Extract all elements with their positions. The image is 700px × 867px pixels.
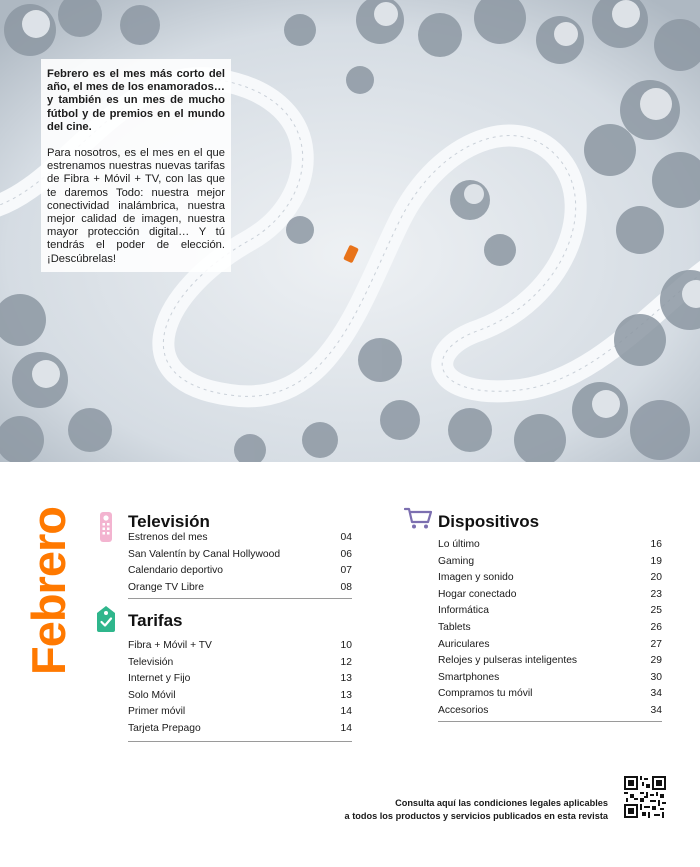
toc-item-label: Internet y Fijo [128, 673, 191, 685]
toc-item[interactable] [438, 637, 662, 654]
toc-item[interactable] [438, 620, 662, 637]
toc-item[interactable] [438, 670, 662, 687]
divider [438, 721, 662, 722]
toc-item-page: 06 [340, 548, 352, 560]
toc-item[interactable] [128, 671, 352, 688]
toc-item-label: Fibra + Móvil + TV [128, 640, 212, 651]
toc-item-page: 27 [650, 638, 662, 650]
toc-item-label: Tarjeta Prepago [128, 722, 201, 734]
intro-text-box [41, 59, 231, 272]
month-title [22, 507, 84, 675]
tv-remote-icon [99, 512, 113, 542]
toc-item-page: 26 [650, 621, 662, 633]
toc-item[interactable] [438, 703, 662, 720]
toc-item[interactable] [438, 537, 662, 554]
toc-item-page: 08 [340, 581, 352, 593]
toc-item-label: Informática [438, 605, 489, 617]
divider [128, 741, 352, 742]
toc-list-dispositivos [438, 537, 662, 720]
toc-item-label: Imagen y sonido [438, 572, 514, 584]
toc-item[interactable] [438, 554, 662, 571]
toc-item-label: Auriculares [438, 638, 490, 650]
toc-item-label: Lo último [438, 539, 480, 550]
section-title-dispositivos: Dispositivos [438, 512, 540, 531]
price-tag-check-icon [96, 606, 116, 632]
toc-item[interactable] [128, 638, 352, 655]
toc-item[interactable] [128, 580, 352, 597]
toc-item-page: 20 [650, 572, 662, 584]
toc-item[interactable] [438, 686, 662, 703]
toc-item-page: 04 [340, 532, 352, 543]
toc-item-page: 34 [650, 704, 662, 716]
toc-item[interactable] [128, 547, 352, 564]
divider [128, 598, 352, 599]
toc-item-page: 12 [340, 656, 352, 668]
section-title-television: Televisión [128, 512, 210, 531]
toc-item-page: 23 [650, 588, 662, 600]
toc-item-label: San Valentín by Canal Hollywood [128, 548, 281, 560]
toc-item-page: 14 [340, 706, 352, 718]
toc-item-label: Compramos tu móvil [438, 688, 533, 700]
toc-item[interactable] [438, 603, 662, 620]
toc-item-page: 07 [340, 565, 352, 577]
toc-item-label: Gaming [438, 555, 475, 567]
toc-item[interactable] [128, 721, 352, 738]
toc-item-label: Hogar conectado [438, 588, 517, 600]
toc-item-label: Tablets [438, 621, 471, 633]
toc-item-page: 14 [340, 722, 352, 734]
toc-item-page: 16 [650, 539, 662, 550]
toc-item-page: 19 [650, 555, 662, 567]
toc-item-label: Solo Móvil [128, 689, 176, 701]
legal-line-1: Consulta aquí las condiciones legales aplicables [395, 798, 608, 808]
toc-item[interactable] [438, 653, 662, 670]
toc-item[interactable] [128, 655, 352, 672]
toc-item-page: 29 [650, 655, 662, 667]
shopping-cart-icon [404, 507, 432, 529]
toc-item[interactable] [438, 587, 662, 604]
toc-item-label: Accesorios [438, 704, 489, 716]
toc-item-page: 34 [650, 688, 662, 700]
toc-item[interactable] [128, 563, 352, 580]
month-label: Febrero [22, 507, 75, 675]
qr-code-icon[interactable] [624, 776, 666, 818]
toc-item-label: Televisión [128, 656, 174, 668]
toc-item-page: 30 [650, 671, 662, 683]
toc-item-label: Orange TV Libre [128, 581, 204, 593]
toc-item-label: Primer móvil [128, 706, 186, 718]
toc-item-page: 10 [340, 640, 352, 651]
toc-item-label: Smartphones [438, 671, 500, 683]
section-title-tarifas: Tarifas [128, 611, 183, 630]
legal-notice [345, 797, 608, 823]
toc-item-label: Relojes y pulseras inteligentes [438, 655, 578, 667]
legal-line-2: a todos los productos y servicios publicados en esta revista [344, 811, 608, 821]
intro-body: Para nosotros, es el mes en el que estrenamos nuestras nuevas tarifas de Fibra + Móvil + TV, con las que te daremos Todo: nuestra mejor conectividad inalámbrica, nuestra mejor calidad de imagen, nuestra mayor protección digital… Y tú tendrás el poder de elección. ¡Descúbrelas! [47, 147, 225, 265]
toc-item[interactable] [128, 530, 352, 547]
intro-lead: Febrero es el mes más corto del año, el mes de los enamorados… y también es un mes de mucho fútbol y de premios en el mundo del cine. [47, 68, 225, 133]
toc-item-label: Estrenos del mes [128, 532, 208, 543]
toc-list-tarifas [128, 638, 352, 738]
toc-item[interactable] [128, 704, 352, 721]
toc-item-label: Calendario deportivo [128, 565, 224, 577]
toc-item-page: 13 [340, 689, 352, 701]
toc-item-page: 13 [340, 673, 352, 685]
toc-list-television [128, 530, 352, 596]
toc-item[interactable] [438, 570, 662, 587]
toc-item-page: 25 [650, 605, 662, 617]
toc-item[interactable] [128, 688, 352, 705]
